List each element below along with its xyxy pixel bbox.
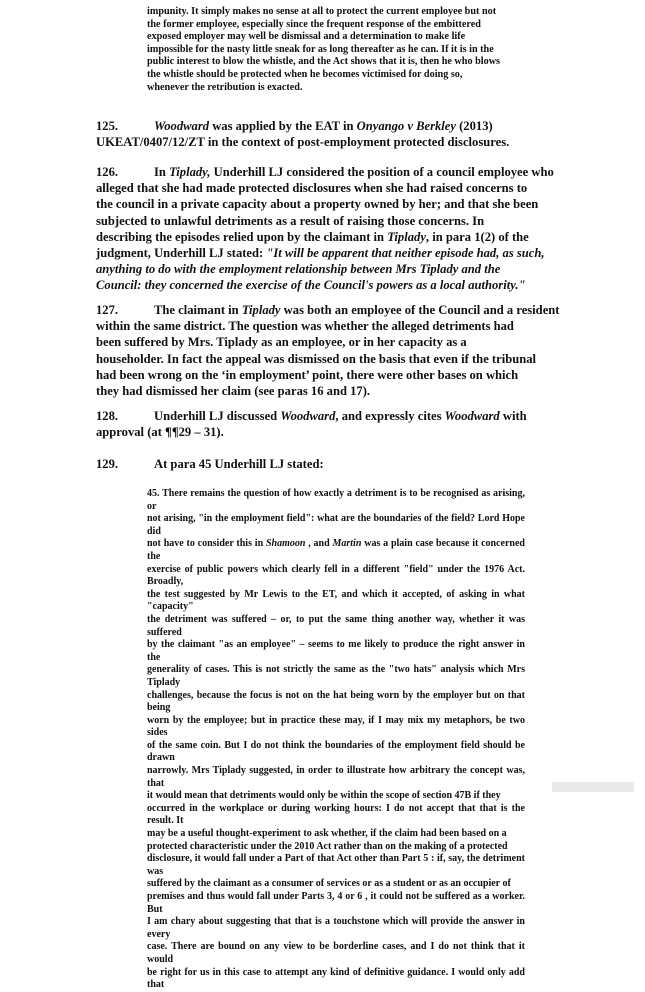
paragraph-text: was both an employee of the Council and a resident	[280, 303, 560, 317]
quote-line: impossible for the nasty little sneak for as long thereafter as he can. If it is in the	[147, 43, 494, 55]
quote-line: I am chary about suggesting that that is a touchstone which will provide the answer in every	[147, 916, 525, 940]
paragraph-text: , in para 1(2) of the	[425, 229, 529, 244]
paragraph-number: 127.	[96, 303, 119, 317]
case-name: Woodward	[154, 119, 210, 133]
paragraph-text: At para 45 Underhill LJ stated:	[154, 457, 324, 471]
case-name: Onyango v Berkley	[356, 119, 456, 133]
case-name: Woodward	[280, 409, 336, 423]
paragraph-number: 129.	[96, 457, 119, 471]
quote-line: the whistle should be protected when he becomes victimised for doing so,	[147, 68, 463, 80]
paragraph-line: householder. In fact the appeal was dismissed on the basis that even if the tribunal	[96, 351, 537, 366]
quote-line: case. There are bound on any view to be borderline cases, and I do not think that it would	[147, 941, 525, 965]
quote-line: 45. There remains the question of how exactly a detriment is to be recognised as arising, or	[147, 488, 525, 512]
quote-line: may be a useful thought-experiment to ask whether, if the claim had been based on a	[147, 828, 507, 840]
paragraph-text: judgment, Underhill LJ stated:	[96, 246, 267, 261]
paragraph-128	[96, 408, 568, 440]
paragraph-text: Underhill LJ considered the position of a council employee who	[210, 165, 554, 179]
paragraph-text: with	[499, 409, 527, 423]
paragraph-line: they had dismissed her claim (see paras 16 and 17).	[96, 384, 371, 399]
quote-line: by the claimant "as an employee" – seems to me likely to produce the right answer in the	[147, 639, 525, 663]
quote-line: the test suggested by Mr Lewis to the ET, and which it accepted, of asking in what "capacity"	[147, 588, 525, 613]
case-name: Tiplady,	[169, 165, 211, 179]
quoted-text: "It will be apparent that neither episode had, as such,	[266, 246, 545, 261]
quoted-text: Council: they concerned the exercise of the Council's powers as a local authority."	[96, 278, 526, 293]
paragraph-text: In	[154, 165, 170, 179]
quote-line: the detriment was suffered – or, to put the same thing another way, whether it was suffered	[147, 613, 525, 638]
paragraph-line: subjected to unlawful detriments as a result of raising those concerns. In	[96, 213, 485, 228]
quote-line: exposed employer may well be dismissal and a determination to make life	[147, 31, 466, 43]
quote-line: the former employee, especially since the frequent response of the embittered	[147, 18, 481, 30]
paragraph-127	[96, 302, 568, 399]
quote-line: impunity. It simply makes no sense at all to protect the current employee but not	[147, 6, 497, 17]
quote-line: not arising, "in the employment field": what are the boundaries of the field? Lord Hope did	[147, 513, 525, 537]
quote-line: challenges, because the focus is not on the hat being worn by the employer but on that being	[147, 689, 525, 714]
paragraph-text: (2013)	[455, 119, 493, 133]
quote-line: worn by the employee; but in practice these may, if I may mix my metaphors, be two sides	[147, 714, 525, 739]
paragraph-line: the council in a private capacity about a property owned by her; and that she been	[96, 197, 539, 212]
paragraph-text: was applied by the EAT in	[209, 119, 357, 133]
quote-line: suffered by the claimant as a consumer of services or as a student or as an occupier of	[147, 878, 511, 890]
paragraph-line: approval (at ¶¶29 – 31).	[96, 425, 224, 440]
quote-text: not have to consider this in	[147, 538, 266, 550]
case-name: Martin	[332, 538, 362, 550]
paragraph-line: had been wrong on the ‘in employment’ point, there were other bases on which	[96, 367, 519, 382]
quote-line: disclosure, it would fall under a Part of that Act other than Part 5 : if, say, the detriment was	[147, 853, 525, 877]
case-name: Woodward	[444, 409, 500, 423]
quoted-text: anything to do with the employment relationship between Mrs Tiplady and the	[96, 262, 501, 277]
paragraph-text: describing the episodes relied upon by the claimant in	[96, 229, 388, 244]
quote-line: protected characteristic under the 2010 Act rather than on the making of a protected	[147, 840, 508, 852]
quote-line: it would mean that detriments would only be within the scope of section 47B if they	[147, 790, 501, 802]
paragraph-129	[96, 456, 568, 472]
paragraph-number: 125.	[96, 119, 119, 133]
quote-line: whenever the retribution is exacted.	[147, 81, 303, 93]
case-name: Tiplady	[387, 229, 426, 244]
case-name: Tiplady	[241, 303, 281, 317]
paragraph-text: , and expressly cites	[335, 409, 445, 423]
paragraph-line: within the same district. The question was whether the alleged detriments had	[96, 319, 514, 334]
quote-line: narrowly. Mrs Tiplady suggested, in order to illustrate how arbitrary the concept was, that	[147, 765, 525, 789]
paragraph-125	[96, 118, 568, 150]
quote-block-bottom	[147, 488, 525, 992]
quote-line: occurred in the workplace or during working hours: I do not accept that that is the result. It	[147, 802, 525, 827]
paragraph-line: been suffered by Mrs. Tiplady as an employee, or in her capacity as a	[96, 335, 467, 350]
quote-line: exercise of public powers which clearly fell in a different "field" under the 1976 Act. Broadly,	[147, 563, 525, 588]
quote-line: generality of cases. This is not strictly the same as the "two hats" analysis which Mrs Tiplady	[147, 664, 525, 688]
quote-text: , and	[305, 538, 333, 550]
quote-line: of the same coin. But I do not think the boundaries of the employment field should be drawn	[147, 739, 525, 764]
paragraph-number: 126.	[96, 165, 119, 179]
case-name: Shamoon	[265, 538, 306, 550]
footer-mark	[552, 782, 634, 792]
quote-line: public interest to blow the whistle, and the Act shows that it is, then he who blows	[147, 56, 501, 68]
paragraph-number: 128.	[96, 409, 119, 423]
paragraph-text: Underhill LJ discussed	[154, 409, 281, 423]
quote-line: premises and thus would fall under Parts 3, 4 or 6 , it could not be suffered as a worker. But	[147, 891, 525, 915]
paragraph-line: alleged that she had made protected disclosures when she had raised concerns to	[96, 181, 528, 196]
quote-text: was a plain case because it concerned the	[147, 538, 525, 562]
paragraph-line: UKEAT/0407/12/ZT in the context of post-employment protected disclosures.	[96, 135, 510, 150]
paragraph-126	[96, 164, 568, 294]
paragraph-text: The claimant in	[154, 303, 242, 317]
quote-line: be right for us in this case to attempt any kind of definitive guidance. I would only add that	[147, 966, 525, 991]
quote-block-top	[147, 6, 525, 94]
